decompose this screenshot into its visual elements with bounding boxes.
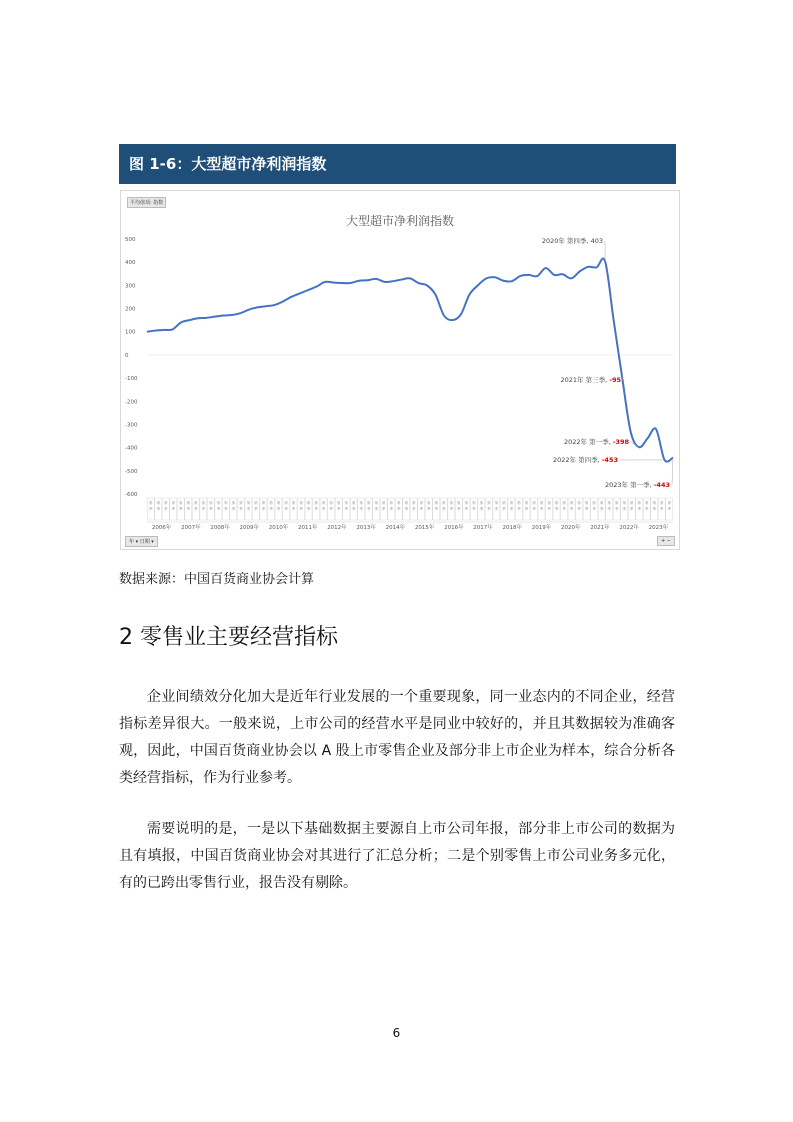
- y-tick-label: 200: [125, 306, 136, 313]
- data-point: [290, 296, 292, 298]
- x-quarter-label: 季: [434, 507, 439, 511]
- x-year-label: 2019年: [531, 525, 552, 531]
- annotation-prefix: 2022年 第四季,: [552, 456, 602, 464]
- x-quarter-label: 季: [186, 507, 191, 511]
- x-quarter-label: 季: [231, 507, 236, 511]
- x-quarter-label: 季: [502, 507, 506, 511]
- x-quarter-label: 季: [306, 507, 311, 511]
- x-quarter-label: 第: [644, 501, 649, 505]
- x-quarter-label: 第: [276, 501, 281, 505]
- data-point: [265, 305, 267, 307]
- x-year-label: 2018年: [502, 525, 523, 531]
- data-annotation: [553, 455, 618, 464]
- data-point: [528, 274, 530, 276]
- x-quarter-label: 第: [614, 501, 619, 505]
- x-quarter-label: 季: [637, 507, 641, 511]
- x-quarter-label: 季: [509, 507, 514, 511]
- x-quarter-label: 季: [381, 507, 386, 511]
- x-year-label: 2017年: [473, 525, 493, 531]
- x-quarter-label: 第: [148, 501, 153, 505]
- x-quarter-label: 第: [336, 501, 341, 505]
- x-quarter-label: 第: [366, 501, 371, 505]
- page-number: 6: [392, 1026, 401, 1040]
- x-quarter-label: 季: [547, 507, 551, 511]
- x-quarter-label: 第: [396, 501, 401, 505]
- data-point: [146, 331, 148, 333]
- body-paragraph: 企业间绩效分化加大是近年行业发展的一个重要现象，同一业态内的不同企业，经营指标差异很大。一般来说，上市公司的经营水平是同业中较好的，并且其数据较为准确客观，因此，中国百货商业协会以 A 股上市零售企业及部分非上市企业为样本，综合分析各类经营指标，作为行业参考。: [119, 689, 675, 786]
- x-quarter-label: 第: [201, 501, 206, 505]
- x-quarter-label: 季: [171, 507, 176, 511]
- x-quarter-label: 第: [584, 501, 589, 505]
- data-point: [299, 293, 301, 295]
- x-quarter-label: 季: [321, 507, 326, 511]
- x-quarter-label: 季: [457, 507, 461, 511]
- data-point: [206, 317, 208, 319]
- x-quarter-label: 季: [246, 507, 251, 511]
- x-quarter-label: 第: [509, 501, 514, 505]
- y-tick-label: 500: [125, 237, 136, 243]
- annotation-value: -95: [609, 376, 621, 384]
- x-quarter-label: 第: [419, 501, 424, 505]
- x-quarter-label: 第: [224, 501, 228, 505]
- annotation-value: -398: [612, 438, 629, 446]
- figure-title: 图 1-6：大型超市净利润指数: [119, 144, 676, 184]
- line-chart: [120, 190, 680, 550]
- x-quarter-label: 第: [389, 501, 394, 505]
- x-quarter-label: 第: [194, 501, 198, 505]
- x-quarter-label: 第: [209, 501, 213, 505]
- x-quarter-label: 第: [449, 501, 454, 505]
- data-point: [273, 304, 275, 306]
- x-year-label: 2009年: [239, 525, 260, 531]
- x-year-label: 2012年: [327, 525, 347, 531]
- x-quarter-label: 第: [374, 501, 378, 505]
- x-quarter-label: 第: [442, 501, 446, 505]
- annotation-value: -443: [653, 481, 670, 489]
- data-point: [486, 278, 488, 280]
- x-quarter-label: 季: [667, 507, 672, 511]
- data-point: [536, 275, 538, 277]
- x-quarter-label: 季: [614, 507, 619, 511]
- data-source-note: 数据来源：中国百货商业协会计算: [119, 572, 315, 587]
- x-quarter-label: 季: [599, 507, 604, 511]
- x-quarter-label: 第: [344, 501, 348, 505]
- x-quarter-label: 第: [532, 501, 536, 505]
- data-annotation: [542, 236, 603, 245]
- x-quarter-label: 季: [396, 507, 401, 511]
- x-quarter-label: 第: [411, 501, 416, 505]
- x-quarter-label: 季: [284, 507, 288, 511]
- x-quarter-label: 季: [374, 507, 378, 511]
- x-quarter-label: 季: [254, 507, 258, 511]
- data-point: [367, 279, 369, 281]
- data-point: [392, 280, 394, 282]
- x-quarter-label: 第: [562, 501, 566, 505]
- body-paragraph: 需要说明的是，一是以下基础数据主要源自上市公司年报，部分非上市公司的数据为且有填报，中国百货商业协会对其进行了汇总分析；二是个别零售上市公司业务多元化，有的已跨出零售行业，报告没有剔除。: [119, 821, 675, 891]
- x-quarter-label: 季: [659, 507, 664, 511]
- x-quarter-label: 季: [464, 507, 469, 511]
- annotation-prefix: 2021年 第三季,: [560, 376, 610, 384]
- data-point: [240, 312, 242, 314]
- data-point: [350, 282, 352, 284]
- x-quarter-label: 第: [299, 501, 303, 505]
- x-quarter-label: 季: [652, 507, 657, 511]
- x-quarter-label: 季: [291, 507, 296, 511]
- x-quarter-label: 季: [276, 507, 281, 511]
- data-point: [163, 329, 165, 331]
- data-point: [214, 316, 216, 318]
- x-quarter-label: 第: [629, 501, 634, 505]
- data-point: [587, 266, 589, 268]
- x-quarter-label: 季: [584, 507, 589, 511]
- annotation-leader: [672, 458, 673, 485]
- data-point: [248, 309, 250, 311]
- x-quarter-label: 季: [554, 507, 559, 511]
- data-annotation: [564, 437, 629, 446]
- x-quarter-label: 第: [261, 501, 266, 505]
- x-quarter-label: 第: [494, 501, 499, 505]
- annotation-value: -453: [601, 456, 618, 464]
- data-point: [545, 267, 547, 269]
- data-point: [316, 286, 318, 288]
- x-quarter-label: 第: [404, 501, 409, 505]
- x-quarter-label: 第: [659, 501, 664, 505]
- y-tick-label: 300: [125, 283, 136, 290]
- x-year-label: 2011年: [297, 525, 318, 531]
- x-quarter-label: 季: [592, 507, 596, 511]
- x-quarter-label: 第: [599, 501, 604, 505]
- data-annotation: [605, 480, 670, 489]
- x-quarter-label: 季: [359, 507, 363, 511]
- x-quarter-label: 第: [457, 501, 461, 505]
- x-quarter-label: 季: [389, 507, 394, 511]
- x-quarter-label: 第: [524, 501, 529, 505]
- x-quarter-label: 第: [652, 501, 657, 505]
- x-year-label: 2014年: [385, 525, 406, 531]
- data-point: [452, 319, 454, 321]
- data-point: [197, 317, 199, 319]
- x-year-label: 2010年: [268, 525, 289, 531]
- y-tick-label: 100: [125, 329, 136, 336]
- x-quarter-label: 季: [148, 507, 153, 511]
- x-quarter-label: 季: [607, 507, 611, 511]
- y-tick-label: -300: [125, 422, 138, 429]
- x-quarter-label: 第: [479, 501, 484, 505]
- x-quarter-label: 第: [239, 501, 243, 505]
- x-quarter-label: 季: [261, 507, 266, 511]
- x-quarter-label: 季: [329, 507, 333, 511]
- x-quarter-label: 第: [186, 501, 191, 505]
- y-tick-label: -200: [125, 399, 138, 406]
- x-quarter-label: 季: [524, 507, 529, 511]
- annotation-value: 403: [590, 237, 603, 245]
- x-quarter-label: 第: [179, 501, 183, 505]
- x-quarter-label: 季: [577, 507, 581, 511]
- x-quarter-label: 第: [554, 501, 559, 505]
- data-point: [426, 285, 428, 287]
- x-quarter-label: 季: [569, 507, 574, 511]
- x-quarter-label: 季: [532, 507, 536, 511]
- data-point: [519, 275, 521, 277]
- data-point: [231, 314, 233, 316]
- data-point: [553, 274, 555, 276]
- x-quarter-label: 季: [539, 507, 544, 511]
- x-quarter-label: 第: [472, 501, 476, 505]
- x-quarter-label: 第: [622, 501, 626, 505]
- data-point: [282, 301, 284, 303]
- x-quarter-label: 第: [254, 501, 258, 505]
- x-quarter-label: 季: [629, 507, 634, 511]
- data-annotation: [561, 375, 622, 384]
- x-quarter-label: 第: [329, 501, 333, 505]
- data-point: [256, 307, 258, 309]
- x-quarter-label: 季: [336, 507, 341, 511]
- x-quarter-label: 季: [299, 507, 303, 511]
- y-tick-label: -500: [125, 468, 138, 475]
- chart-title: 大型超市净利润指数: [345, 214, 455, 228]
- x-quarter-label: 第: [246, 501, 251, 505]
- x-quarter-label: 季: [404, 507, 409, 511]
- x-quarter-label: 季: [269, 507, 273, 511]
- x-quarter-label: 季: [644, 507, 649, 511]
- x-quarter-label: 第: [426, 501, 431, 505]
- data-point: [477, 285, 479, 287]
- x-quarter-label: 季: [179, 507, 183, 511]
- x-quarter-label: 第: [163, 501, 168, 505]
- chart-svg: [121, 191, 679, 549]
- x-quarter-label: 第: [156, 501, 161, 505]
- x-quarter-label: 季: [201, 507, 206, 511]
- data-point: [511, 280, 513, 282]
- x-quarter-label: 第: [547, 501, 551, 505]
- x-quarter-label: 季: [426, 507, 431, 511]
- x-quarter-label: 第: [502, 501, 506, 505]
- y-tick-label: -400: [125, 445, 138, 452]
- x-quarter-label: 季: [479, 507, 484, 511]
- x-year-label: 2008年: [210, 525, 230, 531]
- data-point: [503, 280, 505, 282]
- x-quarter-label: 第: [464, 501, 469, 505]
- data-point: [570, 278, 572, 280]
- x-quarter-label: 第: [269, 501, 273, 505]
- x-quarter-label: 季: [494, 507, 499, 511]
- x-year-label: 2016年: [444, 525, 464, 531]
- y-tick-label: -100: [125, 376, 138, 383]
- x-quarter-label: 第: [306, 501, 311, 505]
- x-year-label: 2022年: [619, 525, 639, 531]
- x-quarter-label: 季: [156, 507, 161, 511]
- x-quarter-label: 季: [517, 507, 521, 511]
- x-year-label: 2007年: [181, 525, 201, 531]
- data-point: [401, 279, 403, 281]
- x-quarter-label: 第: [216, 501, 221, 505]
- x-quarter-label: 第: [291, 501, 296, 505]
- data-point: [596, 266, 598, 268]
- data-point: [358, 280, 360, 282]
- x-quarter-label: 季: [224, 507, 228, 511]
- annotation-prefix: 2023年 第一季,: [604, 481, 654, 489]
- x-quarter-label: 第: [314, 501, 318, 505]
- x-quarter-label: 第: [607, 501, 611, 505]
- data-point: [460, 314, 462, 316]
- data-point: [333, 282, 335, 284]
- x-quarter-label: 第: [667, 501, 672, 505]
- data-point: [180, 322, 182, 324]
- x-quarter-label: 季: [562, 507, 566, 511]
- x-quarter-label: 第: [569, 501, 574, 505]
- x-quarter-label: 第: [539, 501, 544, 505]
- x-quarter-label: 季: [442, 507, 446, 511]
- zoom-button[interactable]: + −: [657, 536, 675, 546]
- data-point: [384, 281, 386, 283]
- x-quarter-label: 季: [194, 507, 198, 511]
- x-quarter-label: 第: [171, 501, 176, 505]
- x-quarter-label: 第: [321, 501, 326, 505]
- x-quarter-label: 季: [419, 507, 424, 511]
- data-point: [494, 276, 496, 278]
- x-quarter-label: 第: [434, 501, 439, 505]
- x-year-label: 2013年: [356, 525, 376, 531]
- x-quarter-label: 季: [314, 507, 318, 511]
- y-tick-label: 400: [125, 260, 136, 267]
- data-point: [189, 319, 191, 321]
- x-quarter-label: 第: [381, 501, 386, 505]
- x-year-label: 2023年: [648, 525, 669, 531]
- x-quarter-label: 季: [239, 507, 243, 511]
- x-quarter-label: 季: [163, 507, 168, 511]
- data-point: [324, 281, 326, 283]
- x-quarter-label: 第: [231, 501, 236, 505]
- annotation-prefix: 2020年 第四季,: [541, 237, 591, 245]
- x-year-label: 2006年: [151, 525, 172, 531]
- data-point: [579, 271, 581, 273]
- x-quarter-label: 第: [637, 501, 641, 505]
- x-quarter-label: 季: [209, 507, 213, 511]
- section-title: 2 零售业主要经营指标: [119, 625, 338, 650]
- data-point: [341, 282, 343, 284]
- x-quarter-label: 季: [216, 507, 221, 511]
- data-point: [172, 329, 174, 331]
- x-quarter-label: 季: [351, 507, 356, 511]
- x-quarter-label: 季: [449, 507, 454, 511]
- y-tick-label: -600: [125, 492, 138, 498]
- data-point: [469, 294, 471, 296]
- x-quarter-label: 季: [344, 507, 348, 511]
- data-point: [307, 289, 309, 291]
- x-quarter-label: 第: [487, 501, 491, 505]
- x-quarter-label: 第: [359, 501, 363, 505]
- data-point: [647, 438, 649, 440]
- x-quarter-label: 季: [366, 507, 371, 511]
- data-point: [409, 278, 411, 280]
- data-point: [655, 428, 657, 430]
- data-point: [630, 431, 632, 433]
- x-quarter-label: 季: [472, 507, 476, 511]
- x-quarter-label: 季: [411, 507, 416, 511]
- data-point: [613, 319, 615, 321]
- pivot-value-field-button[interactable]: 平均值项: 指数: [127, 197, 166, 208]
- x-quarter-label: 第: [284, 501, 288, 505]
- data-point: [443, 315, 445, 317]
- data-point: [562, 273, 564, 275]
- data-point: [375, 278, 377, 280]
- data-point: [223, 315, 225, 317]
- x-quarter-label: 季: [622, 507, 626, 511]
- x-quarter-label: 第: [351, 501, 356, 505]
- x-quarter-label: 第: [592, 501, 596, 505]
- data-point: [418, 282, 420, 284]
- data-point: [155, 330, 157, 332]
- x-quarter-label: 第: [517, 501, 521, 505]
- series-line: [147, 259, 673, 462]
- annotation-prefix: 2022年 第一季,: [563, 438, 613, 446]
- x-quarter-label: 第: [577, 501, 581, 505]
- x-year-label: 2015年: [414, 525, 435, 531]
- x-quarter-label: 季: [487, 507, 491, 511]
- data-point: [435, 294, 437, 296]
- pivot-axis-field-button[interactable]: 年 ▾ 日期 ▾: [125, 536, 158, 547]
- y-tick-label: 0: [125, 352, 129, 359]
- x-year-label: 2020年: [560, 525, 581, 531]
- x-year-label: 2021年: [590, 525, 610, 531]
